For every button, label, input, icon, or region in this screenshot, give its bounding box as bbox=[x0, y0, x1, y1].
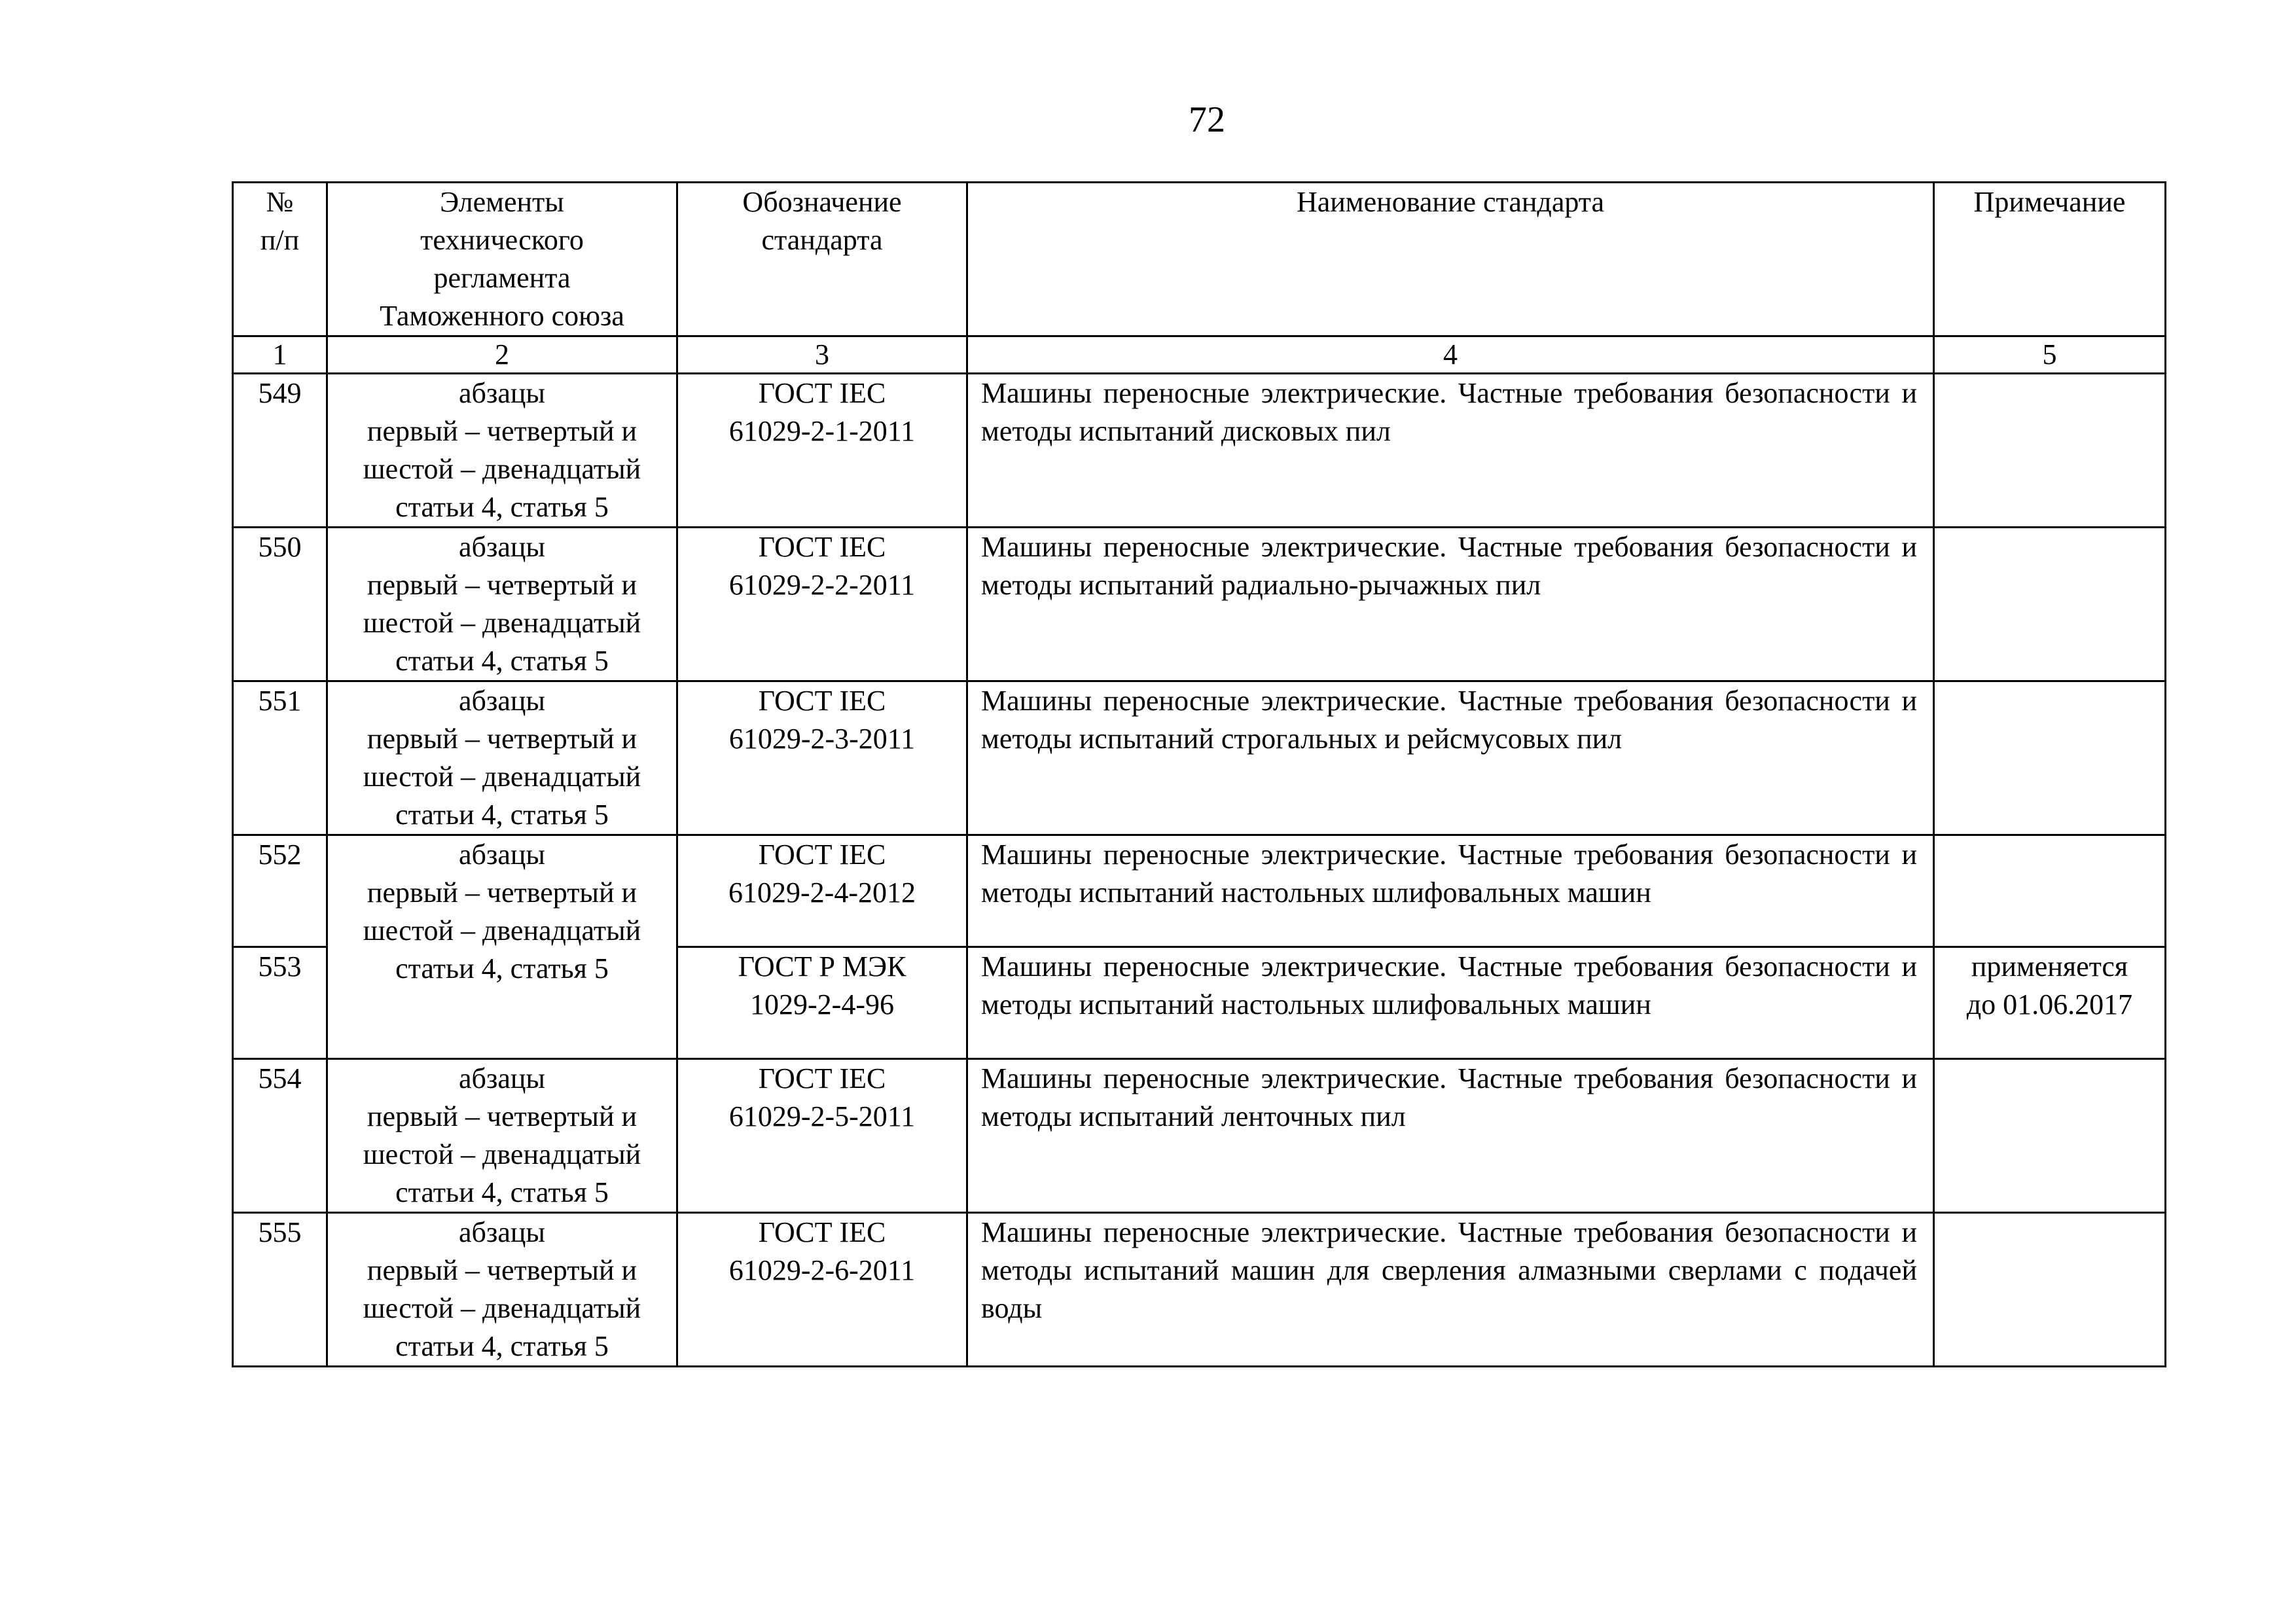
standards-table bbox=[232, 181, 2166, 1367]
row-note bbox=[1934, 528, 2166, 681]
row-designation bbox=[677, 835, 967, 947]
designation-line: ГОСТ IEC bbox=[758, 1062, 886, 1094]
designation-line: ГОСТ IEC bbox=[758, 839, 886, 871]
row-designation bbox=[677, 1213, 967, 1367]
column-number: 3 bbox=[677, 336, 967, 374]
row-elements bbox=[327, 528, 677, 681]
row-number: 555 bbox=[233, 1213, 327, 1367]
header-elements-line: технического bbox=[420, 224, 584, 256]
row-elements bbox=[327, 374, 677, 528]
elements-line: первый – четвертый и bbox=[367, 415, 637, 447]
note-line: до 01.06.2017 bbox=[1966, 988, 2133, 1020]
row-note bbox=[1934, 1213, 2166, 1367]
header-elements-line: Таможенного союза bbox=[380, 300, 624, 332]
row-note bbox=[1934, 1059, 2166, 1213]
designation-line: 61029-2-2-2011 bbox=[728, 569, 916, 601]
designation-line: 61029-2-6-2011 bbox=[728, 1254, 916, 1286]
column-number: 2 bbox=[327, 336, 677, 374]
header-elements-line: Элементы bbox=[440, 186, 564, 218]
row-number: 549 bbox=[233, 374, 327, 528]
elements-line: статьи 4, статья 5 bbox=[395, 1176, 609, 1208]
designation-line: 61029-2-3-2011 bbox=[728, 723, 916, 755]
elements-line: шестой – двенадцатый bbox=[363, 607, 641, 639]
elements-line: первый – четвертый и bbox=[367, 569, 637, 601]
header-standard-name: Наименование стандарта bbox=[967, 183, 1934, 336]
header-elements bbox=[327, 183, 677, 336]
elements-line: первый – четвертый и bbox=[367, 1100, 637, 1132]
table-row bbox=[233, 1213, 2166, 1367]
elements-line: абзацы bbox=[459, 1216, 545, 1248]
column-number-row bbox=[233, 336, 2166, 374]
elements-line: статьи 4, статья 5 bbox=[395, 952, 609, 984]
row-number: 551 bbox=[233, 681, 327, 835]
table-row bbox=[233, 835, 2166, 947]
elements-line: абзацы bbox=[459, 377, 545, 409]
designation-line: ГОСТ IEC bbox=[758, 377, 886, 409]
elements-line: шестой – двенадцатый bbox=[363, 914, 641, 947]
designation-line: ГОСТ Р МЭК bbox=[738, 950, 906, 983]
header-number-line: п/п bbox=[260, 224, 300, 256]
row-standard-name: Машины переносные электрические. Частные требования безопасности и методы испытаний машин для сверления алмазными сверлами с подачей воды bbox=[967, 1213, 1934, 1367]
column-number: 4 bbox=[967, 336, 1934, 374]
table-row bbox=[233, 681, 2166, 835]
designation-line: 1029-2-4-96 bbox=[750, 988, 894, 1020]
row-standard-name: Машины переносные электрические. Частные требования безопасности и методы испытаний радиально-рычажных пил bbox=[967, 528, 1934, 681]
row-standard-name: Машины переносные электрические. Частные требования безопасности и методы испытаний настольных шлифовальных машин bbox=[967, 947, 1934, 1059]
row-designation bbox=[677, 374, 967, 528]
row-standard-name: Машины переносные электрические. Частные требования безопасности и методы испытаний ленточных пил bbox=[967, 1059, 1934, 1213]
header-elements-line: регламента bbox=[433, 262, 571, 294]
elements-line: первый – четвертый и bbox=[367, 876, 637, 909]
elements-line: статьи 4, статья 5 bbox=[395, 491, 609, 523]
row-designation bbox=[677, 1059, 967, 1213]
header-number bbox=[233, 183, 327, 336]
designation-line: 61029-2-1-2011 bbox=[728, 415, 916, 447]
row-note bbox=[1934, 374, 2166, 528]
header-designation-line: Обозначение bbox=[742, 186, 902, 218]
table-row bbox=[233, 528, 2166, 681]
elements-line: статьи 4, статья 5 bbox=[395, 1330, 609, 1362]
elements-line: шестой – двенадцатый bbox=[363, 1138, 641, 1170]
table-row bbox=[233, 1059, 2166, 1213]
row-elements bbox=[327, 835, 677, 1059]
table-row bbox=[233, 374, 2166, 528]
designation-line: ГОСТ IEC bbox=[758, 1216, 886, 1248]
row-elements bbox=[327, 1059, 677, 1213]
row-note bbox=[1934, 681, 2166, 835]
row-elements bbox=[327, 1213, 677, 1367]
row-standard-name: Машины переносные электрические. Частные требования безопасности и методы испытаний дисковых пил bbox=[967, 374, 1934, 528]
elements-line: абзацы bbox=[459, 1062, 545, 1094]
elements-line: первый – четвертый и bbox=[367, 723, 637, 755]
row-standard-name: Машины переносные электрические. Частные требования безопасности и методы испытаний строгальных и рейсмусовых пил bbox=[967, 681, 1934, 835]
designation-line: ГОСТ IEC bbox=[758, 531, 886, 563]
table-header-row bbox=[233, 183, 2166, 336]
row-designation bbox=[677, 528, 967, 681]
row-number: 554 bbox=[233, 1059, 327, 1213]
elements-line: статьи 4, статья 5 bbox=[395, 645, 609, 677]
row-designation bbox=[677, 947, 967, 1059]
column-number: 1 bbox=[233, 336, 327, 374]
note-line: применяется bbox=[1971, 950, 2128, 983]
designation-line: 61029-2-5-2011 bbox=[728, 1100, 916, 1132]
row-number: 552 bbox=[233, 835, 327, 947]
column-number: 5 bbox=[1934, 336, 2166, 374]
elements-line: абзацы bbox=[459, 531, 545, 563]
row-note bbox=[1934, 947, 2166, 1059]
header-note: Примечание bbox=[1934, 183, 2166, 336]
elements-line: шестой – двенадцатый bbox=[363, 1292, 641, 1324]
header-number-line: № bbox=[266, 186, 294, 218]
elements-line: абзацы bbox=[459, 685, 545, 717]
elements-line: шестой – двенадцатый bbox=[363, 761, 641, 793]
designation-line: ГОСТ IEC bbox=[758, 685, 886, 717]
elements-line: шестой – двенадцатый bbox=[363, 453, 641, 485]
row-standard-name: Машины переносные электрические. Частные требования безопасности и методы испытаний настольных шлифовальных машин bbox=[967, 835, 1934, 947]
page-number: 72 bbox=[1189, 99, 1225, 140]
header-designation bbox=[677, 183, 967, 336]
elements-line: статьи 4, статья 5 bbox=[395, 799, 609, 831]
row-number: 550 bbox=[233, 528, 327, 681]
row-elements bbox=[327, 681, 677, 835]
designation-line: 61029-2-4-2012 bbox=[728, 876, 916, 909]
elements-line: первый – четвертый и bbox=[367, 1254, 637, 1286]
row-note bbox=[1934, 835, 2166, 947]
header-designation-line: стандарта bbox=[761, 224, 883, 256]
row-number: 553 bbox=[233, 947, 327, 1059]
elements-line: абзацы bbox=[459, 839, 545, 871]
row-designation bbox=[677, 681, 967, 835]
